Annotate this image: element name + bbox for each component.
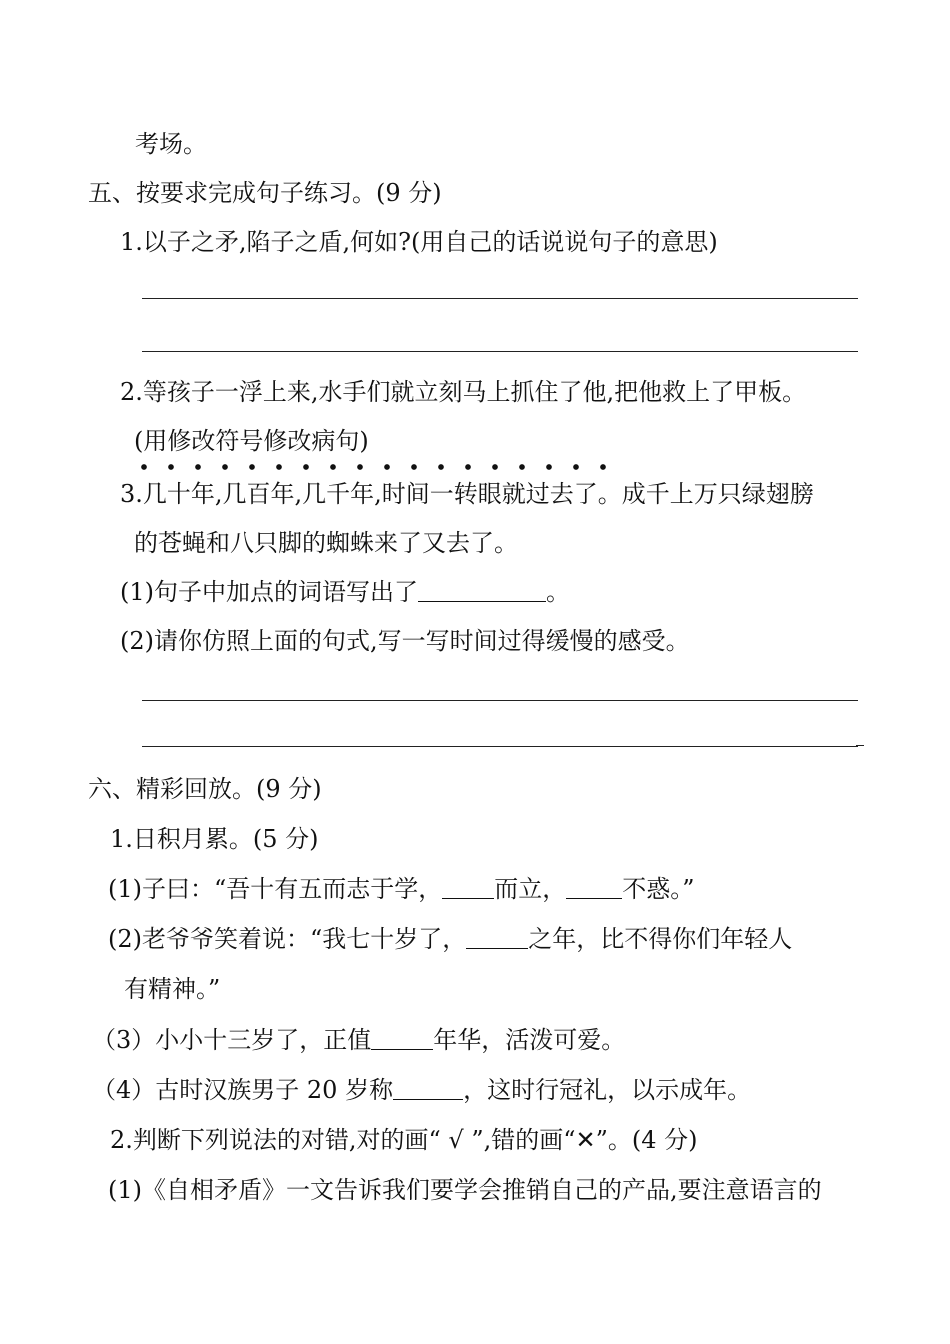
item-1-2 [108,923,792,955]
emphasis-dots [140,462,610,472]
text: 不惑。” [622,875,695,903]
section-five-title: 五、按要求完成句子练习。(9 分) [88,179,442,207]
text: (1)子曰：“吾十有五而志于学， [108,875,443,903]
text: 之年，比不得你们年轻人 [528,925,793,953]
answer-line[interactable] [142,351,858,352]
text: ，这时行冠礼，以示成年。 [463,1076,752,1104]
fill-blank[interactable] [442,897,494,899]
answer-line[interactable] [142,298,858,299]
text-line: 考场。 [135,130,207,158]
answer-line[interactable] [142,700,858,701]
line-mark [856,745,864,746]
item-2-1: (1)《自相矛盾》一文告诉我们要学会推销自己的产品,要注意语言的 [108,1176,822,1204]
fill-blank[interactable] [566,897,622,899]
text: （3）小小十三岁了，正值 [92,1026,372,1054]
question-1: 1.以子之矛,陷子之盾,何如?(用自己的话说说句子的意思) [120,228,718,256]
question-3-2: (2)请你仿照上面的句式,写一写时间过得缓慢的感受。 [120,627,690,655]
question-3-1 [120,576,570,608]
fill-blank[interactable] [466,947,528,949]
item-1-4 [92,1074,751,1106]
text: （4）古时汉族男子 20 岁称 [92,1076,394,1104]
question-2-instruction: (用修改符号修改病句) [134,427,369,455]
fill-blank[interactable] [393,1098,463,1100]
text: 。 [546,578,570,606]
item-1-2-cont: 有精神。” [124,975,221,1003]
fill-blank[interactable] [371,1048,433,1050]
section-six-title: 六、精彩回放。(9 分) [88,775,322,803]
text: 而立， [494,875,567,903]
item-1: 1.日积月累。(5 分) [110,825,319,853]
item-2: 2.判断下列说法的对错,对的画“ √ ”,错的画“✕”。(4 分) [110,1126,698,1154]
fill-blank[interactable] [418,600,546,602]
text: (2)老爷爷笑着说：“我七十岁了， [108,925,467,953]
question-3: 3.几十年,几百年,几千年,时间一转眼就过去了。成千上万只绿翅膀 [120,480,814,508]
text: 年华，活泼可爱。 [433,1026,626,1054]
item-1-3 [92,1024,625,1056]
item-1-1 [108,873,695,905]
answer-line[interactable] [142,746,858,747]
question-3-cont: 的苍蝇和八只脚的蜘蛛来了又去了。 [134,529,518,557]
text: (1)句子中加点的词语写出了 [120,578,418,606]
question-2: 2.等孩子一浮上来,水手们就立刻马上抓住了他,把他救上了甲板。 [120,378,807,406]
